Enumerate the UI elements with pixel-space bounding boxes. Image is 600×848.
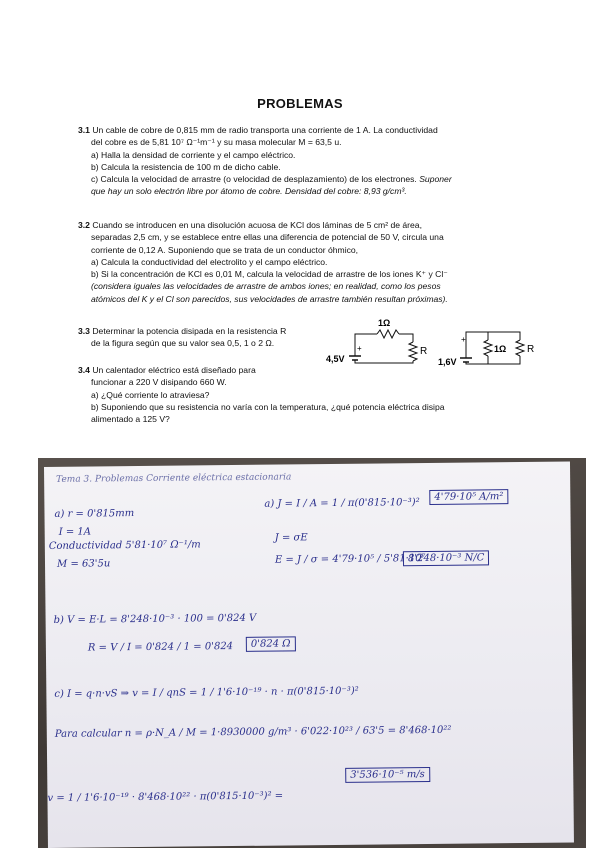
problem-number: 3.4 xyxy=(78,365,90,375)
battery-symbol xyxy=(460,358,472,362)
problem-number: 3.2 xyxy=(78,220,90,230)
battery-label: 1,6V xyxy=(438,357,457,367)
problem-line: a) Calcula la conductividad del electrolito y el campo eléctrico. xyxy=(91,256,328,267)
load-resistor-symbol xyxy=(516,340,524,356)
problem-line: corriente de 0,12 A. Suponiendo que se trata de un conductor óhmico, xyxy=(91,244,359,255)
circuit-diagram-1 xyxy=(325,316,435,366)
plus-sign: + xyxy=(461,335,466,344)
problem-3-2 xyxy=(78,219,508,305)
electric-field-result: 8'248·10⁻³ N/C xyxy=(403,550,489,566)
problem-line: atómicos del K y el Cl son parecidos, sus velocidades de arrastre también resultan próximas). xyxy=(91,293,448,304)
plus-sign: + xyxy=(357,344,362,353)
problem-line: alimentado a 125 V? xyxy=(91,414,170,425)
problem-line: b) Suponiendo que su resistencia no varía con la temperatura, ¿qué potencia eléctrica disipa xyxy=(91,401,445,412)
problem-line: b) Calcula la resistencia de 100 m de dicho cable. xyxy=(91,161,281,172)
resistor-label: 1Ω xyxy=(494,344,507,354)
problem-line: b) Si la concentración de KCl es 0,01 M, calcula la velocidad de arrastre de los iones K⁺ y Cl⁻ xyxy=(91,269,448,280)
current-density-result: 4'79·10⁵ A/m² xyxy=(429,489,508,505)
problem-line: Determinar la potencia disipada en la resistencia R xyxy=(92,326,287,336)
resistor-label: 1Ω xyxy=(378,318,391,328)
problem-line: (considera iguales las velocidades de arrastre de ambos iones; en realidad, como los pesos xyxy=(91,281,441,292)
load-label: R xyxy=(420,346,428,357)
page-title: PROBLEMAS xyxy=(257,96,343,111)
final-velocity-result: 3'536·10⁻⁵ m/s xyxy=(345,767,430,783)
problem-number: 3.1 xyxy=(78,125,90,135)
problem-line: funcionar a 220 V disipando 660 W. xyxy=(91,377,227,388)
problem-line: Un cable de cobre de 0,815 mm de radio transporta una corriente de 1 A. La conductividad xyxy=(92,125,438,135)
given-conductivity: Conductividad 5'81·10⁷ Ω⁻¹/m xyxy=(48,539,201,552)
electric-field-eq: E = J / σ = 4'79·10⁵ / 5'81·10⁷ xyxy=(274,553,426,566)
resistor-symbol xyxy=(484,340,492,356)
given-current: I = 1A xyxy=(58,526,92,538)
problem-3-1 xyxy=(78,124,508,198)
voltage-eq: b) V = E·L = 8'248·10⁻³ · 100 = 0'824 V xyxy=(53,612,257,626)
final-velocity-eq: v = 1 / 1'6·10⁻¹⁹ · 8'468·10²² · π(0'815·10⁻³)² = xyxy=(47,790,284,804)
problem-line: de la figura según que su valor sea 0,5, 1 o 2 Ω. xyxy=(91,338,275,349)
ohm-law-eq: J = σE xyxy=(274,532,308,544)
problem-line: a) ¿Qué corriente lo atraviesa? xyxy=(91,389,210,400)
resistance-eq: R = V / I = 0'824 / 1 = 0'824 xyxy=(87,641,234,654)
drift-velocity-eq: c) I = q·n·vS ⇒ v = I / qnS = 1 / 1'6·10⁻¹⁹ · n · π(0'815·10⁻³)² xyxy=(54,685,359,700)
problem-line: del cobre es de 5,81 10⁷ Ω⁻¹m⁻¹ y su masa molecular M = 63,5 u. xyxy=(91,137,342,148)
load-label: R xyxy=(527,344,535,355)
given-radius: a) r = 0'815mm xyxy=(54,508,135,520)
problem-line: Un calentador eléctrico está diseñado para xyxy=(92,365,256,375)
battery-label: 4,5V xyxy=(326,354,345,364)
load-resistor-symbol xyxy=(409,342,417,361)
problem-line: c) Calcula la velocidad de arrastre (o velocidad de desplazamiento) de los electrones. xyxy=(91,174,417,185)
problem-line: Cuando se introducen en una disolución acuosa de KCl dos láminas de 5 cm² de área, xyxy=(92,220,422,230)
resistor-symbol xyxy=(377,330,399,338)
handwritten-page xyxy=(44,461,574,847)
resistance-result: 0'824 Ω xyxy=(246,636,296,652)
current-density-eq: a) J = I / A = 1 / π(0'815·10⁻³)² xyxy=(264,497,420,510)
problem-line: a) Halla la densidad de corriente y el campo eléctrico. xyxy=(91,149,296,160)
battery-symbol xyxy=(349,356,361,360)
given-molar-mass: M = 63'5u xyxy=(56,558,111,570)
handwritten-header: Tema 3. Problemas Corriente eléctrica estacionaria xyxy=(56,472,292,485)
problem-number: 3.3 xyxy=(78,326,90,336)
problem-3-3 xyxy=(78,325,328,350)
circuit-diagram-2 xyxy=(438,328,538,368)
problem-line: separadas 2,5 cm, y se establece entre ellas una diferencia de potencial de 50 V, circula una xyxy=(91,232,444,243)
carrier-density-eq: Para calcular n = ρ·N_A / M = 1·8930000 g/m³ · 6'022·10²³ / 63'5 = 8'468·10²² xyxy=(54,724,452,740)
problem-3-4 xyxy=(78,364,508,425)
problem-line: que hay un solo electrón libre por átomo de cobre. Densidad del cobre: 8,93 g/cm³. xyxy=(91,186,407,197)
problem-line: Suponer xyxy=(419,174,452,185)
